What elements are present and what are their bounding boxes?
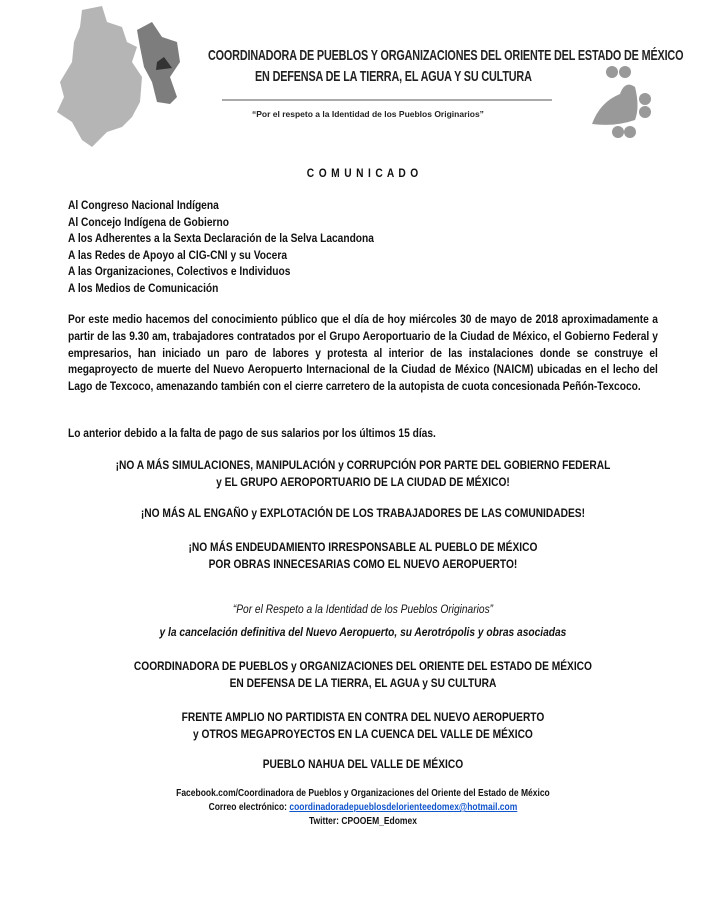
header-motto: “Por el respeto a la Identidad de los Pueblos Originarios” bbox=[252, 109, 484, 119]
addressee: A las Organizaciones, Colectivos e Individuos bbox=[68, 264, 291, 279]
org-name-line1: COORDINADORA DE PUEBLOS Y ORGANIZACIONES DEL ORIENTE DEL ESTADO DE MÉXICO bbox=[208, 47, 684, 64]
email-line bbox=[68, 801, 658, 815]
signature-line: COORDINADORA DE PUEBLOS y ORGANIZACIONES DEL ORIENTE DEL ESTADO DE MÉXICO bbox=[133, 659, 592, 673]
document-title: C O M U N I C A D O bbox=[306, 166, 420, 180]
signature-line: EN DEFENSA DE LA TIERRA, EL AGUA y SU CULTURA bbox=[229, 675, 497, 690]
signature bbox=[68, 756, 658, 773]
slogan bbox=[68, 457, 658, 490]
paragraph-main: Por este medio hacemos del conocimiento público que el día de hoy miércoles 30 de mayo de 2018 aproximadamente a partir de las 9.30 am, trabajadores contratados por el Grupo Aeroportuario de la Ciudad de México, el Gobierno Federal y empresarios, han iniciado un paro de labores y protesta al interior de las instalaciones donde se construye el megaproyecto de muerte del Nuevo Aeropuerto Internacional de la Ciudad de México (NAICM) ubicadas en el lecho del Lago de Texcoco, amenazando también con el cierre carretero de la autopista de cuota concesionada Peñón-Texcoco. bbox=[68, 312, 658, 394]
closing-motto: “Por el Respeto a la Identidad de los Pueblos Originarios” bbox=[232, 602, 494, 616]
signature bbox=[68, 709, 658, 742]
contact-footer bbox=[68, 787, 658, 829]
addressee: A las Redes de Apoyo al CIG-CNI y su Vocera bbox=[68, 247, 287, 262]
email-label: Correo electrónico: bbox=[208, 802, 290, 813]
slogan-line: ¡NO A MÁS SIMULACIONES, MANIPULACIÓN y CORRUPCIÓN POR PARTE DEL GOBIERNO FEDERAL bbox=[115, 458, 611, 472]
slogan-line: y EL GRUPO AEROPORTUARIO DE LA CIUDAD DE MÉXICO! bbox=[216, 474, 510, 489]
paragraph-salaries: Lo anterior debido a la falta de pago de sus salarios por los últimos 15 días. bbox=[68, 426, 436, 440]
slogan bbox=[68, 505, 658, 522]
facebook-text: Facebook.com/Coordinadora de Pueblos y Organizaciones del Oriente del Estado de México bbox=[176, 788, 550, 799]
twitter-text: Twitter: CPOOEM_Edomex bbox=[308, 816, 417, 827]
addressee-list bbox=[68, 197, 658, 297]
slogan-line: ¡NO MÁS AL ENGAÑO y EXPLOTACIÓN DE LOS TRABAJADORES DE LAS COMUNIDADES! bbox=[140, 506, 585, 520]
addressee: Al Congreso Nacional Indígena bbox=[68, 198, 219, 212]
slogan-line: ¡NO MÁS ENDEUDAMIENTO IRRESPONSABLE AL PUEBLO DE MÉXICO bbox=[188, 540, 538, 554]
slogan-line: POR OBRAS INNECESARIAS COMO EL NUEVO AEROPUERTO! bbox=[208, 556, 518, 571]
addressee: Al Concejo Indígena de Gobierno bbox=[68, 214, 229, 229]
org-name-line2: EN DEFENSA DE LA TIERRA, EL AGUA Y SU CULTURA bbox=[255, 68, 532, 85]
signature-line: y OTROS MEGAPROYECTOS EN LA CUENCA DEL VALLE DE MÉXICO bbox=[193, 726, 533, 741]
closing-demand: y la cancelación definitiva del Nuevo Aeropuerto, su Aerotrópolis y obras asociadas bbox=[159, 625, 567, 639]
signature bbox=[68, 658, 658, 691]
addressee: A los Adherentes a la Sexta Declaración de la Selva Lacandona bbox=[68, 231, 374, 246]
signature-line: FRENTE AMPLIO NO PARTIDISTA EN CONTRA DEL NUEVO AEROPUERTO bbox=[181, 710, 545, 724]
signature-line: PUEBLO NAHUA DEL VALLE DE MÉXICO bbox=[262, 757, 464, 771]
header-divider bbox=[222, 99, 552, 101]
map-logo bbox=[52, 2, 182, 148]
email-link[interactable]: coordinadoradepueblosdelorienteedomex@hotmail.com bbox=[289, 802, 518, 813]
slogan bbox=[68, 539, 658, 572]
footprint-logo-icon bbox=[590, 62, 662, 142]
addressee: A los Medios de Comunicación bbox=[68, 280, 219, 295]
